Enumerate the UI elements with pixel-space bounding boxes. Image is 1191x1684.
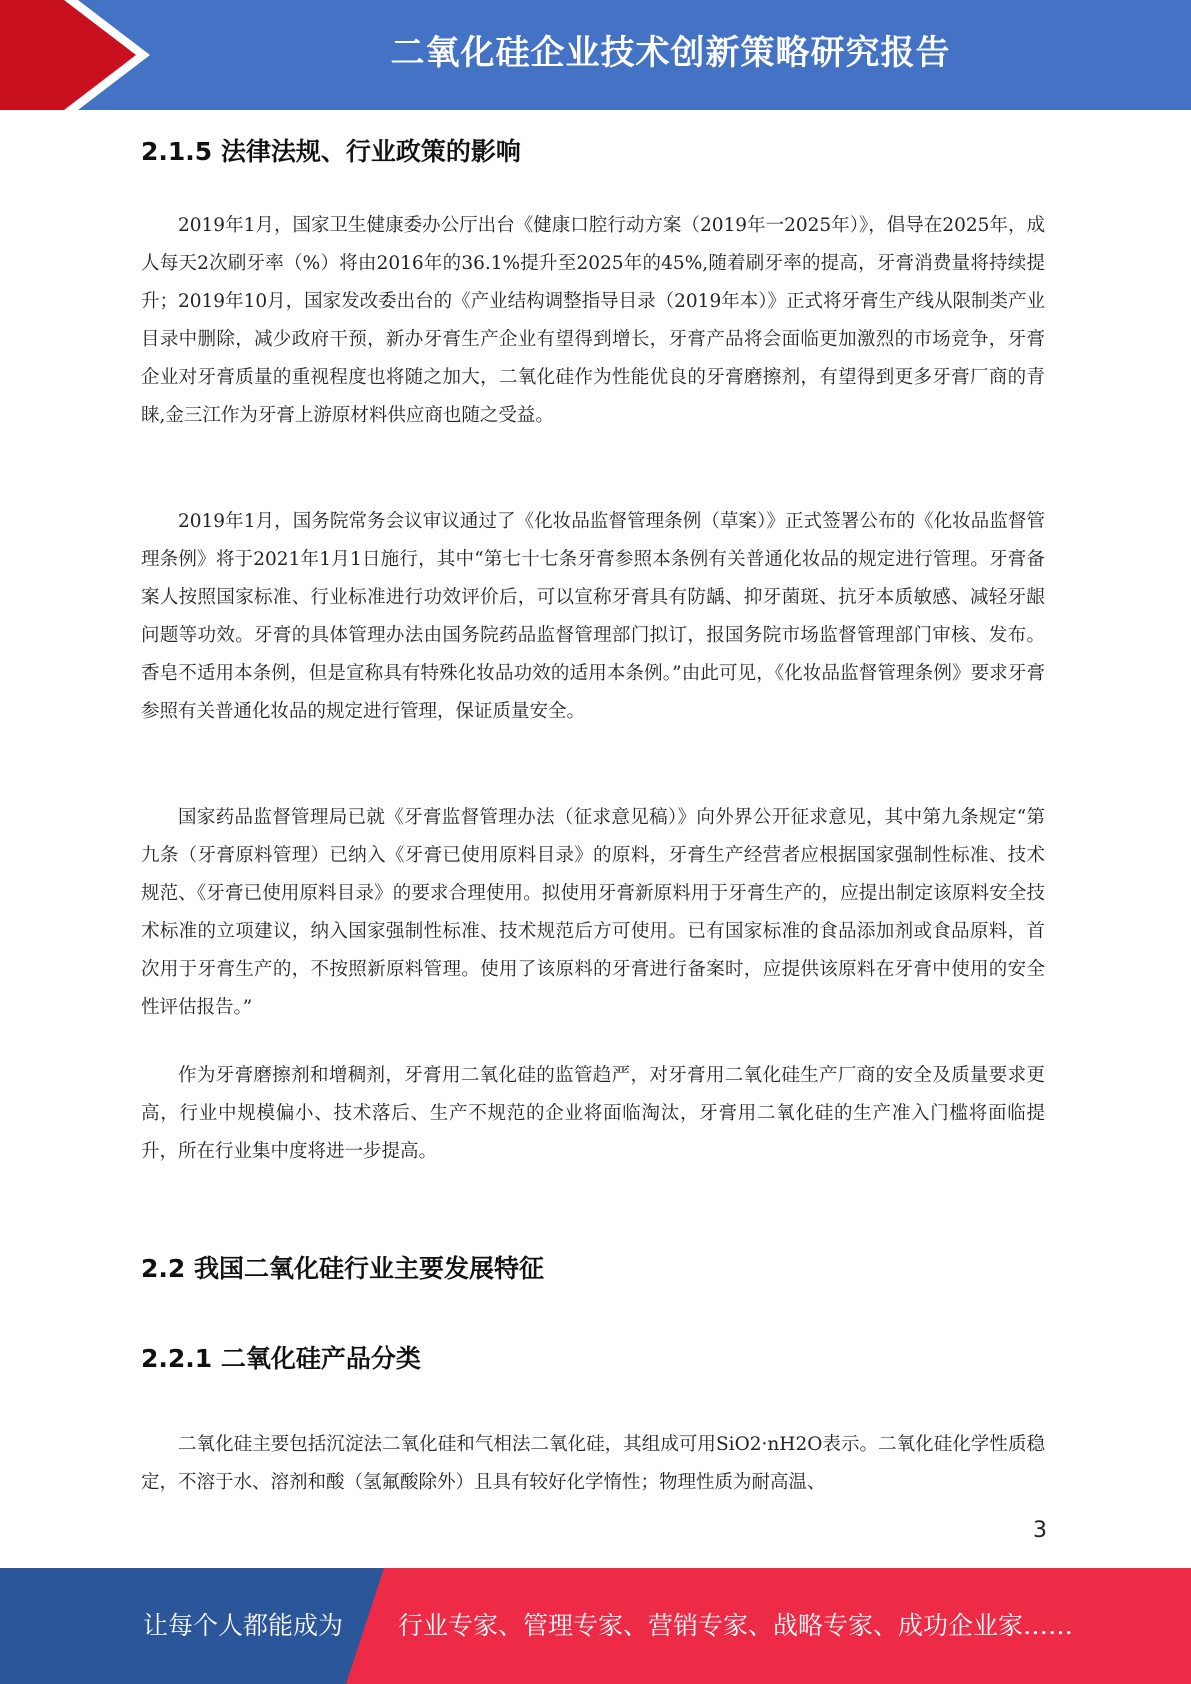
- page-number: 3: [1033, 1518, 1047, 1543]
- page-header: [0, 0, 1191, 110]
- paragraph: 国家药品监督管理局已就《牙膏监督管理办法（征求意见稿）》向外界公开征求意见，其中第九条规定“第九条（牙膏原料管理）已纳入《牙膏已使用原料目录》的原料，牙膏生产经营者应根据国家强制性标准、技术规范、《牙膏已使用原料目录》的要求合理使用。拟使用牙膏新原料用于牙膏生产的，应提出制定该原料安全技术标准的立项建议，纳入国家强制性标准、技术规范后方可使用。已有国家标准的食品添加剂或食品原料，首次用于牙膏生产的，不按照新原料管理。使用了该原料的牙膏进行备案时，应提供该原料在牙膏中使用的安全性评估报告。”: [141, 807, 1045, 1018]
- paragraph: 2019年1月，国家卫生健康委办公厅出台《健康口腔行动方案（2019年一2025年）》，倡导在2025年，成人每天2次刷牙率（%）将由2016年的36.1%提升至2025年的45%,随着刷牙率的提高，牙膏消费量将持续提升；2019年10月，国家发改委出台的《产业结构调整指导目录（2019年本）》正式将牙膏生产线从限制类产业目录中删除，减少政府干预，新办牙膏生产企业有望得到增长，牙膏产品将会面临更加激烈的市场竞争，牙膏企业对牙膏质量的重视程度也将随之加大，二氧化硅作为性能优良的牙膏磨擦剂，有望得到更多牙膏厂商的青睐,金三江作为牙膏上游原材料供应商也随之受益。: [141, 215, 1045, 426]
- paragraph: 作为牙膏磨擦剂和增稠剂，牙膏用二氧化硅的监管趋严，对牙膏用二氧化硅生产厂商的安全及质量要求更高，行业中规模偏小、技术落后、生产不规范的企业将面临淘汰，牙膏用二氧化硅的生产准入门槛将面临提升，所在行业集中度将进一步提高。: [141, 1065, 1045, 1162]
- paragraph: 二氧化硅主要包括沉淀法二氧化硅和气相法二氧化硅，其组成可用SiO2·nH2O表示。二氧化硅化学性质稳定，不溶于水、溶剂和酸（氢氟酸除外）且具有较好化学惰性；物理性质为耐高温、: [141, 1434, 1045, 1493]
- section-heading-2-2: 2.2 我国二氧化硅行业主要发展特征: [141, 1254, 544, 1283]
- page-footer: [0, 1568, 1191, 1684]
- footer-slogan-left: 让每个人都能成为: [143, 1611, 344, 1640]
- paragraph: 2019年1月，国务院常务会议审议通过了《化妆品监督管理条例（草案）》正式签署公布的《化妆品监督管理条例》将于2021年1月1日施行，其中“第七十七条牙膏参照本条例有关普通化妆品的规定进行管理。牙膏备案人按照国家标准、行业标准进行功效评价后，可以宣称牙膏具有防龋、抑牙菌斑、抗牙本质敏感、减轻牙龈问题等功效。牙膏的具体管理办法由国务院药品监督管理部门拟订，报国务院市场监督管理部门审核、发布。香皂不适用本条例，但是宣称具有特殊化妆品功效的适用本条例。”由此可见，《化妆品监督管理条例》要求牙膏参照有关普通化妆品的规定进行管理，保证质量安全。: [141, 511, 1045, 722]
- report-title: 二氧化硅企业技术创新策略研究报告: [390, 33, 951, 73]
- section-heading-2-2-1: 2.2.1 二氧化硅产品分类: [141, 1344, 421, 1373]
- footer-slogan-right: 行业专家、管理专家、营销专家、战略专家、成功企业家……: [398, 1611, 1074, 1640]
- section-heading-2-1-5: 2.1.5 法律法规、行业政策的影响: [141, 137, 521, 166]
- header-chevron-icon: [0, 0, 150, 110]
